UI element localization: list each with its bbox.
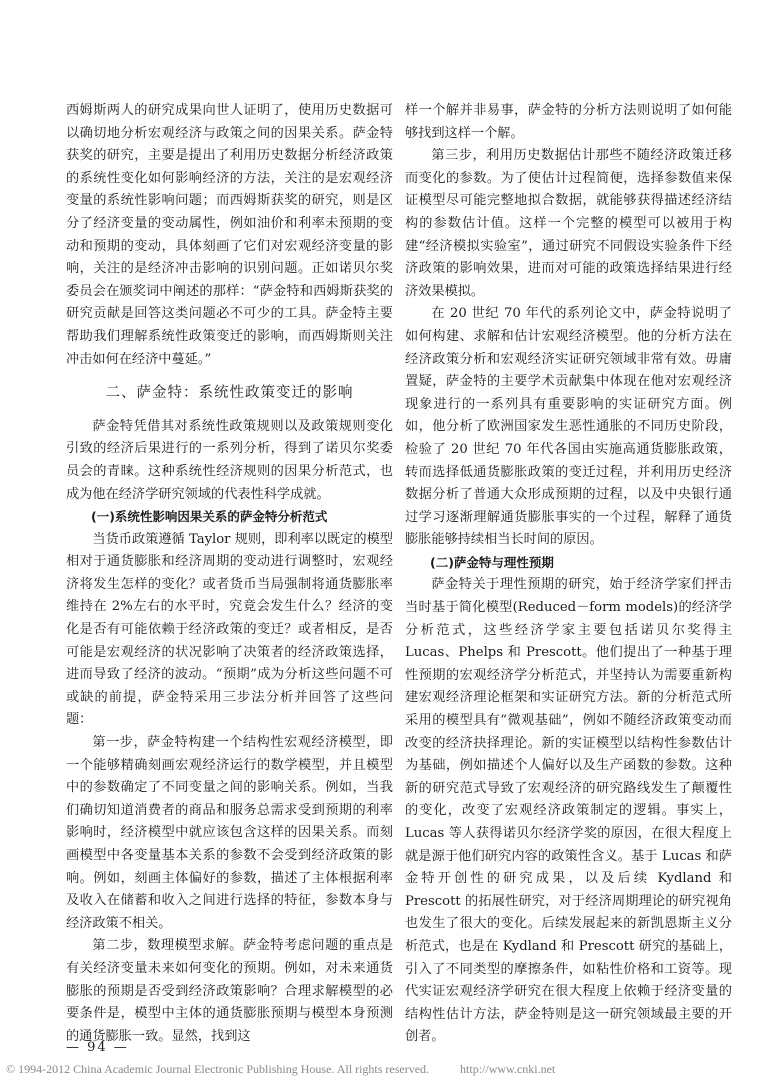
footer-url[interactable]: http://www.cnki.net: [460, 1062, 556, 1076]
subsection-heading: (二)萨金特与理性预期: [430, 554, 554, 570]
footer-copyright: © 1994-2012 China Academic Journal Electronic Publishing House. All rights reserved.: [6, 1062, 430, 1076]
paragraph: 西姆斯两人的研究成果向世人证明了，使用历史数据可以确切地分析宏观经济与政策之间的因果关系。萨金特获奖的研究，主要是提出了利用历史数据分析经济政策的系统性变化如何影响经济的方法，关注的是宏观经济变量的系统性影响问题；而西姆斯获奖的研究，则是区分了经济变量的变动属性，例如油价和利率未预期的变动和预期的变动，具体刻画了它们对宏观经济变量的影响，关注的是经济冲击影响的识别问题。正如诺贝尔奖委员会在颁奖词中阐述的那样：“萨金特和西姆斯获奖的研究贡献是回答这类问题必不可少的工具。萨金特主要帮助我们理解系统性政策变迁的影响，而西姆斯则关注冲击如何在经济中蔓延。”: [66, 103, 393, 367]
footer: [0, 1062, 779, 1077]
paragraph: 第二步，数理模型求解。萨金特考虑问题的重点是有关经济变量未来如何变化的预期。例如，对未来通货膨胀的预期是否受到经济政策影响？合理求解模型的必要条件是，模型中主体的通货膨胀预期与模型本身预测的通货膨胀一致。显然，找到这: [66, 938, 393, 1044]
left-column: [66, 100, 393, 1048]
subsection-heading: (一)系统性影响因果关系的萨金特分析范式: [91, 509, 328, 525]
paragraph: 样一个解并非易事，萨金特的分析方法则说明了如何能够找到这样一个解。: [405, 103, 732, 141]
paragraph: 萨金特关于理性预期的研究，始于经济学家们抨击当时基于简化模型(Reduced－form models)的经济学分析范式，这些经济学家主要包括诺贝尔奖得主 Lucas、Phelps 和 Prescott。他们提出了一种基于理性预期的宏观经济学分析范式，并坚持认为需要重新构建宏观经济理论框架和实证研究方法。新的分析范式所采用的模型具有“微观基础”，例如不随经济政策变动而改变的经济抉择理论。新的实证模型以结构性参数估计为基础，例如描述个人偏好以及生产函数的参数。这种新的研究范式导致了宏观经济的研究路线发生了颠覆性的变化，改变了宏观经济政策制定的逻辑。事实上，Lucas 等人获得诺贝尔经济学奖的原因，在很大程度上就是源于他们研究内容的政策性含义。基于 Lucas 和萨金特开创性的研究成果，以及后续 Kydland 和 Prescott 的拓展性研究，对于经济周期理论的研究视角也发生了很大的变化。后续发展起来的新凯恩斯主义分析范式，也是在 Kydland 和 Prescott 研究的基础上，引入了不同类型的摩擦条件，如粘性价格和工资等。现代实证宏观经济学研究在很大程度上依赖于经济变量的结构性估计方法，萨金特则是这一研究领域最主要的开创者。: [405, 577, 732, 1045]
right-column: [405, 100, 732, 1049]
paragraph: 萨金特凭借其对系统性政策规则以及政策规则变化引致的经济后果进行的一系列分析，得到了诺贝尔奖委员会的青睐。这种系统性经济规则的因果分析范式，也成为他在经济学研究领域的代表性科学成就。: [66, 418, 393, 502]
paragraph: 在 20 世纪 70 年代的系列论文中，萨金特说明了如何构建、求解和估计宏观经济模型。他的分析方法在经济政策分析和宏观经济实证研究领域非常有效。毋庸置疑，萨金特的主要学术贡献集中体现在他对宏观经济现象进行的一系列具有重要影响的实证研究方面。例如，他分析了欧洲国家发生恶性通胀的不同历史阶段，检验了 20 世纪 70 年代各国由实施高通货膨胀政策，转而选择低通货膨胀政策的变迁过程，并利用历史经济数据分析了普通大众形成预期的过程，以及中央银行通过学习逐渐理解通货膨胀事实的一个过程，解释了通货膨胀能够持续相当长时间的原因。: [405, 306, 732, 548]
section-heading: 二、萨金特：系统性政策变迁的影响: [105, 385, 354, 402]
page-number: — 94 —: [66, 1040, 129, 1055]
paragraph: 第一步，萨金特构建一个结构性宏观经济模型，即一个能够精确刻画宏观经济运行的数学模型，并且模型中的参数确定了不同变量之间的影响关系。例如，当我们确切知道消费者的商品和服务总需求受到预期的利率影响时，经济模型中就应该包含这样的因果关系。而刻画模型中各变量基本关系的参数不会受到经济政策的影响。例如，刻画主体偏好的参数，描述了主体根据利率及收入在储蓄和收入之间进行选择的特征，参数本身与经济政策不相关。: [66, 735, 393, 931]
paragraph: 第三步，利用历史数据估计那些不随经济政策迁移而变化的参数。为了使估计过程简便，选择参数值来保证模型尽可能完整地拟合数据，就能够获得描述经济结构的参数估计值。这样一个完整的模型可以被用于构建“经济模拟实验室”，通过研究不同假设实验条件下经济政策的影响效果，进而对可能的政策选择结果进行经济效果模拟。: [405, 148, 732, 299]
paragraph: 当货币政策遵循 Taylor 规则，即利率以既定的模型相对于通货膨胀和经济周期的变动进行调整时，宏观经济将发生怎样的变化？或者货币当局强制将通货膨胀率维持在 2%左右的水平时，究竟会发生什么？经济的变化是否有可能依赖于经济政策的变迁？或者相反，是否可能是宏观经济的状况影响了决策者的经济政策选择，进而导致了经济的波动。“预期”成为分析这些问题不可或缺的前提，萨金特采用三步法分析并回答了这些问题：: [66, 531, 393, 728]
